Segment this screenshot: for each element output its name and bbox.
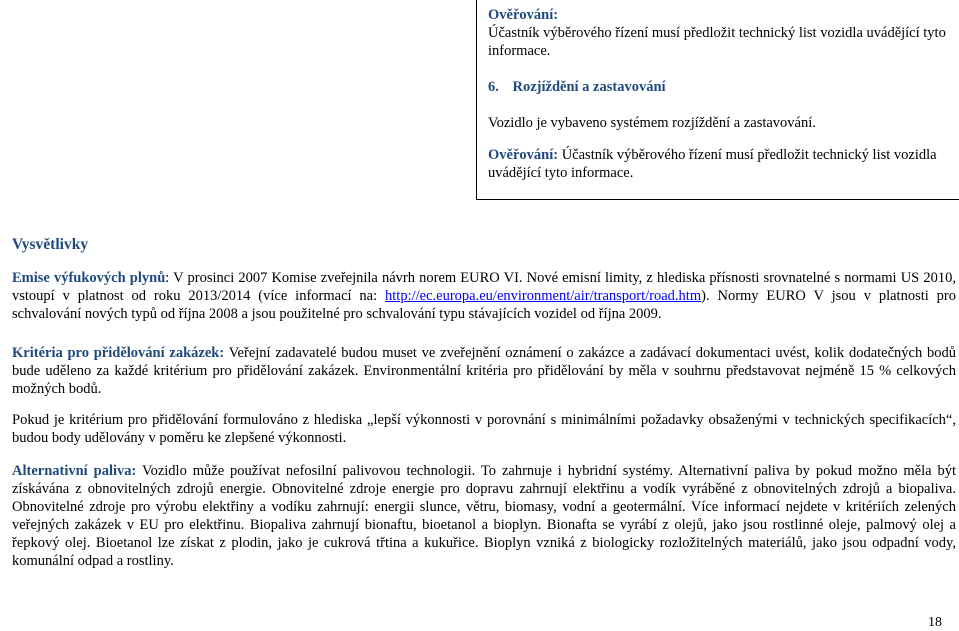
alternative-fuels-text: Vozidlo může používat nefosilní palivovou technologii. To zahrnuje i hybridní systémy. Alternativní paliva by pokud možno měla být získávána z obnovitelných zdrojů energie. Obnovitelné zdroje energie pro dopravu zahrnují elektřinu a vodík vyráběné z obnovitelných zdrojů a biopaliva. Obnovitelné zdroje pro výrobu elektřiny a vodíku zahrnují: energii slunce, větru, biomasy, vodní a geotermální. Více informací nejdete v kritériích zelených veřejných zakázek v EU pro elektřinu. Biopaliva zahrnují bionaftu, bioetanol a bioplyn. Bionafta se vyrábí z olejů, jako jsou rostlinné oleje, palmový olej a řepkový olej. Bioetanol lze získat z plodin, jako je cukrová třtina a kukuřice. Bioplyn vzniká z biologicky rozložitelných materiálů, jako jsou odpadní vody, komunální odpad a rostliny. [12, 463, 956, 569]
page-number: 18 [928, 615, 942, 630]
paragraph-performance: Pokud je kritérium pro přidělování formulováno z hlediska „lepší výkonnosti v porovnání s minimálními požadavky obsaženými v technických specifikacích“, budou body udělovány v poměru ke zlepšené výkonnosti. [12, 412, 956, 446]
award-criteria-label: Kritéria pro přidělování zakázek: [12, 345, 225, 361]
criteria-table-cell [476, 0, 959, 200]
emissions-label: Emise výfukových plynů [12, 270, 166, 286]
award-criteria-text: Veřejní zadavatelé budou muset ve zveřejnění oznámení o zakázce a zadávací dokumentaci uvést, kolik dodatečných bodů bude uděleno za každé kritérium pro přidělování zakázek. Environmentální kritéria pro přidělování by měla v souhrnu představovat nejméně 15 % celkových možných bodů. [12, 345, 957, 397]
verification-block-1 [488, 6, 956, 60]
eu-transport-link[interactable]: http://ec.europa.eu/environment/air/transport/road.htm [385, 288, 702, 304]
alternative-fuels-label: Alternativní paliva: [12, 463, 137, 479]
paragraph-award-criteria [12, 344, 956, 398]
verification-label: Ověřování: [488, 147, 559, 163]
requirement-text: Vozidlo je vybaveno systémem rozjíždění a zastavování. [488, 115, 816, 131]
section-heading-6 [488, 78, 956, 96]
paragraph-emissions [12, 269, 956, 323]
emissions-text-b: ). Normy EURO V jsou v platnosti pro schvalování nových typů od října 2008 a jsou použitelné pro schvalování typu stávajících vozidel od října 2009. [12, 288, 956, 322]
emissions-text-a: : V prosinci 2007 Komise zveřejnila návrh norem EURO VI. Nové emisní limity, z hlediska přísnosti srovnatelné s normami US 2010, vstoupí v platnost od roku 2013/2014 (více informací na: [12, 270, 956, 304]
section-title: Rozjíždění a zastavování [512, 79, 666, 95]
verification-label: Ověřování: [488, 7, 559, 23]
verification-text: Účastník výběrového řízení musí předložit technický list vozidla uvádějící tyto informace. [488, 147, 937, 181]
paragraph-alternative-fuels [12, 462, 956, 570]
section-number: 6. [488, 79, 499, 95]
verification-block-2 [488, 146, 956, 182]
explanations-heading: Vysvětlivky [12, 236, 89, 253]
verification-text: Účastník výběrového řízení musí předložit technický list vozidla uvádějící tyto informace. [488, 25, 946, 59]
